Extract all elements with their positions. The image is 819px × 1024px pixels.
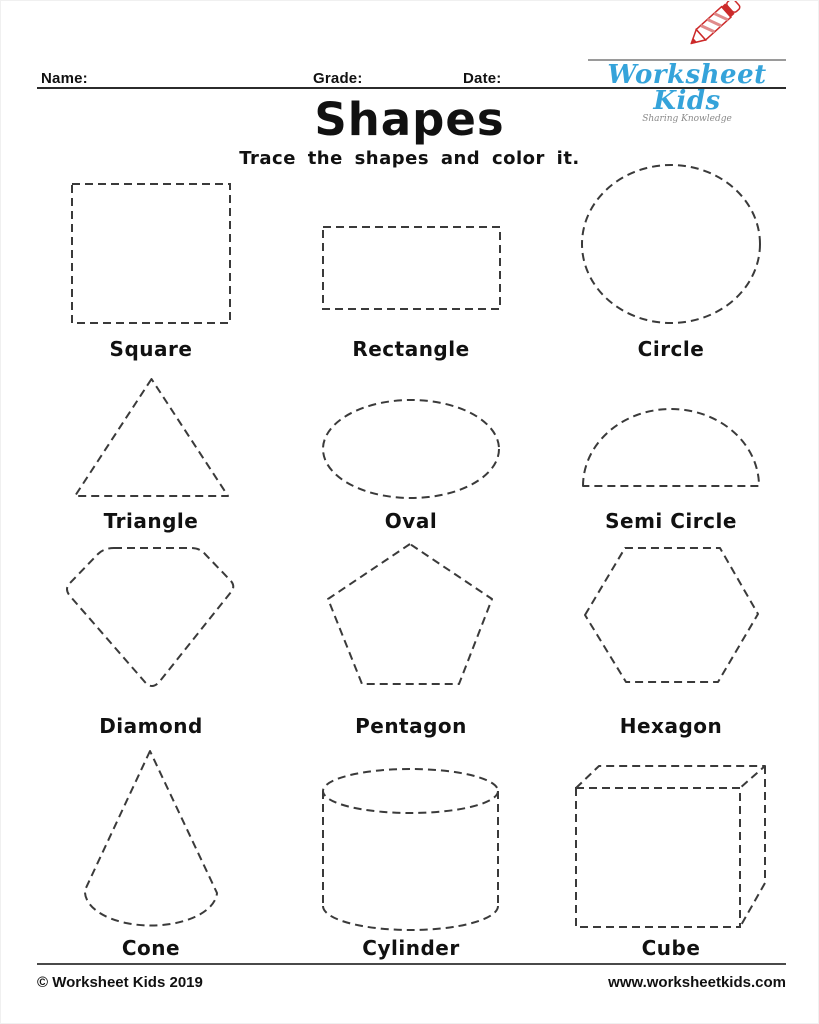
page-instruction: Trace the shapes and color it.	[239, 148, 580, 169]
rectangle-shape	[321, 225, 502, 311]
cell-rectangle	[281, 161, 541, 363]
shape-label: Rectangle	[352, 337, 470, 361]
brand-tagline: Sharing Knowledge	[642, 114, 732, 124]
hexagon-shape	[583, 546, 760, 684]
shape-label: Cylinder	[362, 936, 460, 960]
cell-oval	[281, 363, 541, 535]
name-label: Name:	[41, 70, 88, 87]
square-shape	[70, 182, 232, 325]
pencil-icon	[685, 0, 748, 54]
cell-cylinder	[281, 740, 541, 962]
cell-square	[21, 161, 281, 363]
website-text: www.worksheetkids.com	[608, 974, 786, 991]
cell-pentagon	[281, 535, 541, 740]
date-label: Date:	[463, 70, 502, 87]
circle-shape	[580, 163, 762, 325]
cube-shape	[574, 764, 768, 930]
shape-label: Pentagon	[355, 714, 467, 738]
shape-grid	[21, 161, 801, 962]
cone-shape	[81, 749, 221, 928]
triangle-shape	[73, 377, 230, 499]
cell-circle	[541, 161, 801, 363]
shape-label: Oval	[384, 509, 438, 533]
shape-label: Cube	[641, 936, 701, 960]
cell-semi-circle	[541, 363, 801, 535]
diamond-shape	[61, 544, 241, 694]
page-title: Shapes	[314, 93, 505, 146]
cell-hexagon	[541, 535, 801, 740]
shape-label: Triangle	[103, 509, 199, 533]
pentagon-shape	[326, 542, 496, 686]
grade-label: Grade:	[313, 70, 363, 87]
shape-label: Square	[109, 337, 193, 361]
shape-label: Circle	[637, 337, 705, 361]
shape-label: Hexagon	[619, 714, 723, 738]
cell-cube	[541, 740, 801, 962]
cell-cone	[21, 740, 281, 962]
cell-triangle	[21, 363, 281, 535]
oval-shape	[321, 398, 501, 500]
copyright-text: © Worksheet Kids 2019	[37, 974, 203, 991]
brand-name: Worksheet Kids	[607, 60, 767, 116]
shape-label: Diamond	[99, 714, 203, 738]
shape-label: Cone	[121, 936, 181, 960]
semi-circle-shape	[581, 407, 761, 489]
shape-label: Semi Circle	[605, 509, 737, 533]
cell-diamond	[21, 535, 281, 740]
cylinder-shape	[321, 766, 501, 934]
page-footer	[37, 963, 786, 991]
